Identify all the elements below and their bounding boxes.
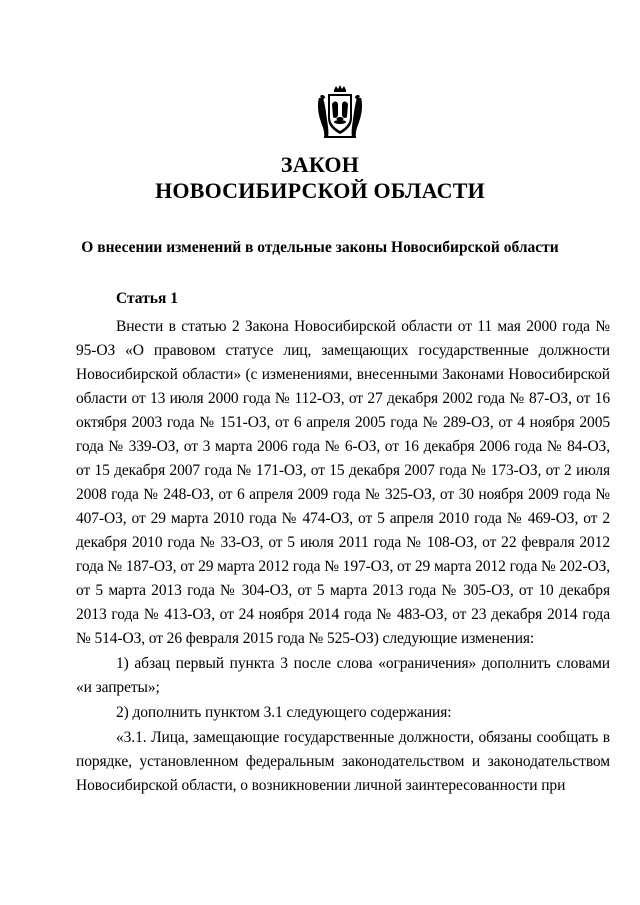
region-title: НОВОСИБИРСКОЙ ОБЛАСТИ	[155, 178, 485, 203]
paragraph-item-2: 2) дополнить пунктом 3.1 следующего содержания:	[116, 704, 452, 721]
law-title: ЗАКОН	[280, 152, 360, 177]
article-heading: Статья 1	[116, 290, 178, 307]
article-body	[76, 315, 610, 798]
paragraph-item-1: 1) абзац первый пункта 3 после слова «ограничения» дополнить словами «и запреты»;	[76, 655, 610, 696]
paragraph-amendment-intro: Внести в статью 2 Закона Новосибирской области от 11 мая 2000 года № 95-ОЗ «О правовом статусе лиц, замещающих государственные должности Новосибирской области» (с изменениями, внесенными Законами Новосибирской области от 13 июля 2000 года № 112-ОЗ, от 27 декабря 2002 года № 87-ОЗ, от 16 октября 2003 года № 151-ОЗ, от 6 апреля 2005 года № 289-ОЗ, от 4 ноября 2005 года № 339-ОЗ, от 3 марта 2006 года № 6-ОЗ, от 16 декабря 2006 года № 84-ОЗ, от 15 декабря 2007 года № 171-ОЗ, от 15 декабря 2007 года № 173-ОЗ, от 2 июля 2008 года № 248-ОЗ, от 6 апреля 2009 года № 325-ОЗ, от 30 ноября 2009 года № 407-ОЗ, от 29 марта 2010 года № 474-ОЗ, от 5 апреля 2010 года № 469-ОЗ, от 2 декабря 2010 года № 33-ОЗ, от 5 июля 2011 года № 108-ОЗ, от 22 февраля 2012 года № 187-ОЗ, от 29 марта 2012 года № 197-ОЗ, от 29 марта 2012 года № 202-ОЗ, от 5 марта 2013 года № 304-ОЗ, от 5 марта 2013 года № 305-ОЗ, от 10 декабря 2013 года № 413-ОЗ, от 24 ноября 2014 года № 483-ОЗ, от 23 декабря 2014 года № 514-ОЗ, от 26 февраля 2015 года № 525-ОЗ) следующие изменения:	[76, 318, 611, 647]
law-subject: О внесении изменений в отдельные законы Новосибирской области	[81, 239, 559, 256]
paragraph-item-3-1: «3.1. Лица, замещающие государственные должности, обязаны сообщать в порядке, установленном федеральным законодательством и законодательством Новосибирской области, о возникновении личной заинтересованности при	[76, 729, 610, 794]
coat-of-arms-icon	[316, 84, 364, 140]
